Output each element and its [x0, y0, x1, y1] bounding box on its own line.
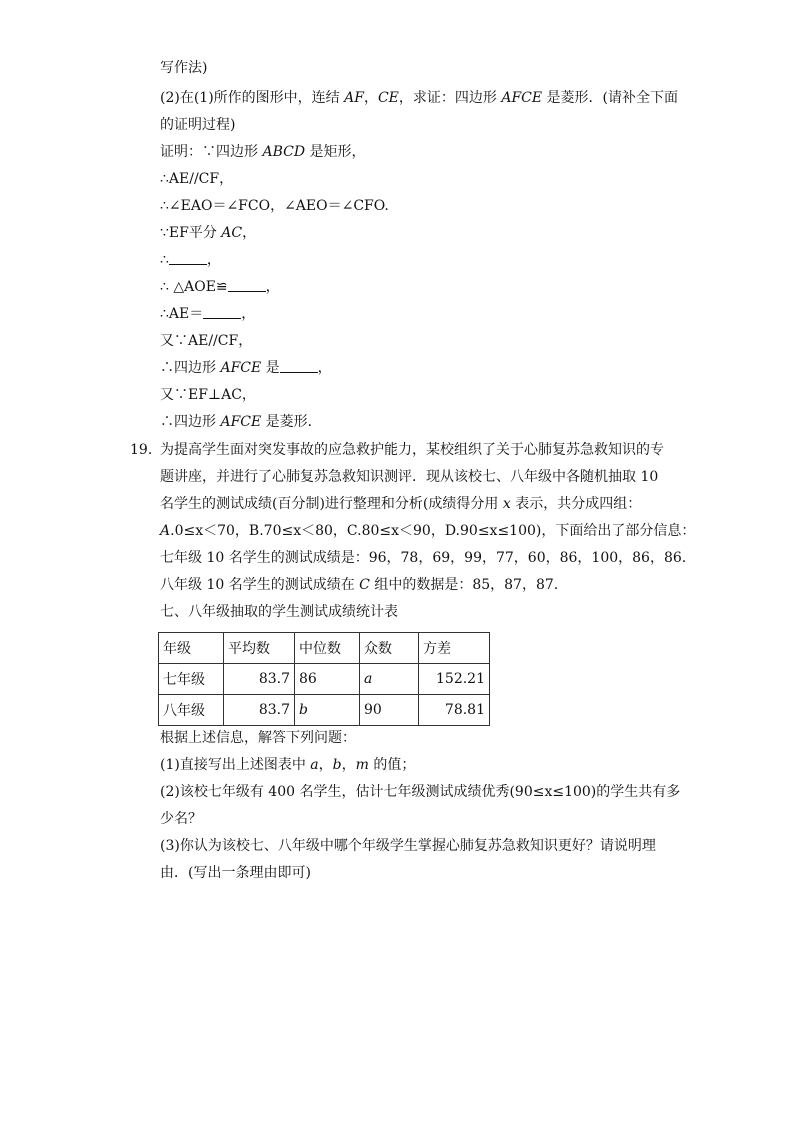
table-cell: 83.7 [224, 664, 295, 695]
q19-paragraph-line-2: 题讲座，并进行了心肺复苏急救知识测评．现从该校七、八年级中各随机抽取 10 [160, 469, 659, 485]
proof-line-13: 又∵EF⊥AC， [160, 387, 256, 403]
proof-line-7: ∵EF平分 AC， [160, 225, 257, 241]
table-cell: 七年级 [159, 664, 224, 695]
q19-part-1: (1)直接写出上述图表中 a，b，m 的值； [160, 757, 416, 773]
table-cell: 90 [360, 695, 419, 726]
proof-line-3: 的证明过程) [160, 117, 236, 133]
q19-part-2-line-2: 少名？ [160, 811, 202, 827]
table-cell: 八年级 [159, 695, 224, 726]
proof-line-12: ∴四边形 AFCE 是 ， [160, 360, 332, 376]
table-header-cell: 众数 [360, 633, 419, 664]
proof-line-2: (2)在(1)所作的图形中，连结 AF，CE，求证：四边形 AFCE 是菱形．(请补全下面 [160, 90, 679, 106]
proof-line-9: ∴ △AOE≌ ， [160, 279, 280, 295]
table-header-cell: 年级 [159, 633, 224, 664]
table-header-cell: 平均数 [224, 633, 295, 664]
table-cell: 78.81 [419, 695, 490, 726]
proof-line-1: 写作法) [160, 60, 208, 76]
answer-blank [169, 250, 207, 265]
answer-blank [228, 277, 266, 292]
table-cell: 83.7 [224, 695, 295, 726]
q19-grade8-c-group: 八年级 10 名学生的测试成绩在 C 组中的数据是：85，87，87. [160, 577, 559, 593]
q19-part-3-line-1: (3)你认为该校七、八年级中哪个年级学生掌握心肺复苏急救知识更好？请说明理 [160, 838, 656, 854]
q19-paragraph-line-1: 为提高学生面对突发事故的应急救护能力，某校组织了关于心肺复苏急救知识的专 [160, 442, 664, 458]
table-cell: a [360, 664, 419, 695]
question-number: 19. [130, 442, 153, 458]
q19-part-2-line-1: (2)该校七年级有 400 名学生，估计七年级测试成绩优秀(90≤x≤100)的学生共有多 [160, 784, 681, 800]
proof-line-5: ∴AE//CF， [160, 171, 234, 187]
table-header-row [159, 633, 490, 664]
proof-line-14: ∴四边形 AFCE 是菱形． [160, 414, 322, 430]
table-title: 七、八年级抽取的学生测试成绩统计表 [160, 604, 398, 620]
table-header-cell: 中位数 [295, 633, 360, 664]
proof-line-4: 证明：∵四边形 ABCD 是矩形， [160, 144, 366, 160]
proof-line-10: ∴AE＝ ， [160, 306, 256, 322]
q19-paragraph-line-3: 名学生的测试成绩(百分制)进行整理和分析(成绩得分用 x 表示，共分成四组： [160, 496, 642, 512]
statistics-table [158, 632, 490, 726]
q19-paragraph-line-4: A.0≤x＜70，B.70≤x＜80，C.80≤x＜90，D.90≤x≤100)，下面给出了部分信息： [160, 523, 696, 539]
table-cell: 152.21 [419, 664, 490, 695]
proof-line-8: ∴ ， [160, 252, 221, 268]
proof-line-6: ∴∠EAO＝∠FCO，∠AEO＝∠CFO. [160, 198, 389, 214]
table-cell: 86 [295, 664, 360, 695]
answer-blank [203, 304, 241, 319]
q19-part-3-line-2: 由．(写出一条理由即可) [160, 865, 311, 881]
table-row [159, 664, 490, 695]
q19-instructions: 根据上述信息，解答下列问题： [160, 730, 356, 746]
table-row [159, 695, 490, 726]
answer-blank [280, 358, 318, 373]
q19-grade7-scores: 七年级 10 名学生的测试成绩是：96，78，69，99，77，60，86，100，86，86. [160, 550, 687, 566]
proof-line-11: 又∵AE//CF， [160, 333, 253, 349]
table-header-cell: 方差 [419, 633, 490, 664]
table-cell: b [295, 695, 360, 726]
